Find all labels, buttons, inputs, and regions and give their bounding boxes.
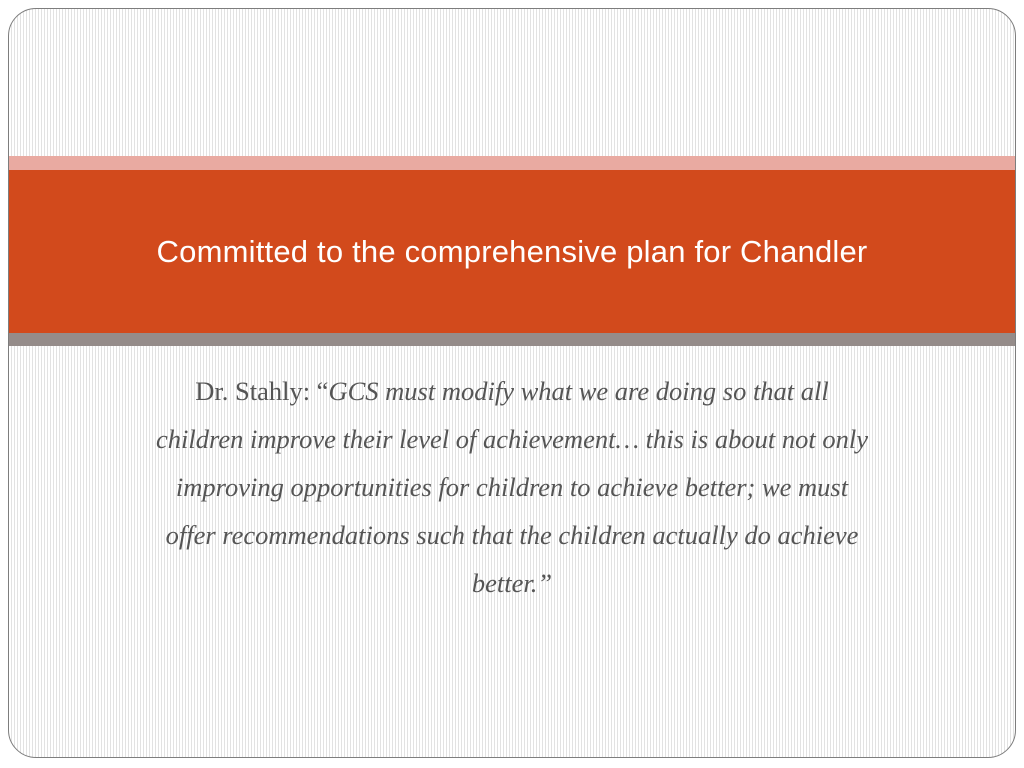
accent-stripe-top	[9, 156, 1015, 170]
accent-stripe-bottom	[9, 333, 1015, 346]
slide	[8, 8, 1016, 758]
slide-title: Committed to the comprehensive plan for Chandler	[156, 233, 868, 269]
quote-block	[149, 367, 875, 607]
quote-text: GCS must modify what we are doing so that all children improve their level of achievement… this is about not only improving opportunities for children to achieve better; we must offer recommendations such that the children actually do achieve better.”	[156, 376, 868, 598]
quote-speaker: Dr. Stahly: “	[195, 376, 329, 406]
title-banner	[9, 170, 1015, 333]
